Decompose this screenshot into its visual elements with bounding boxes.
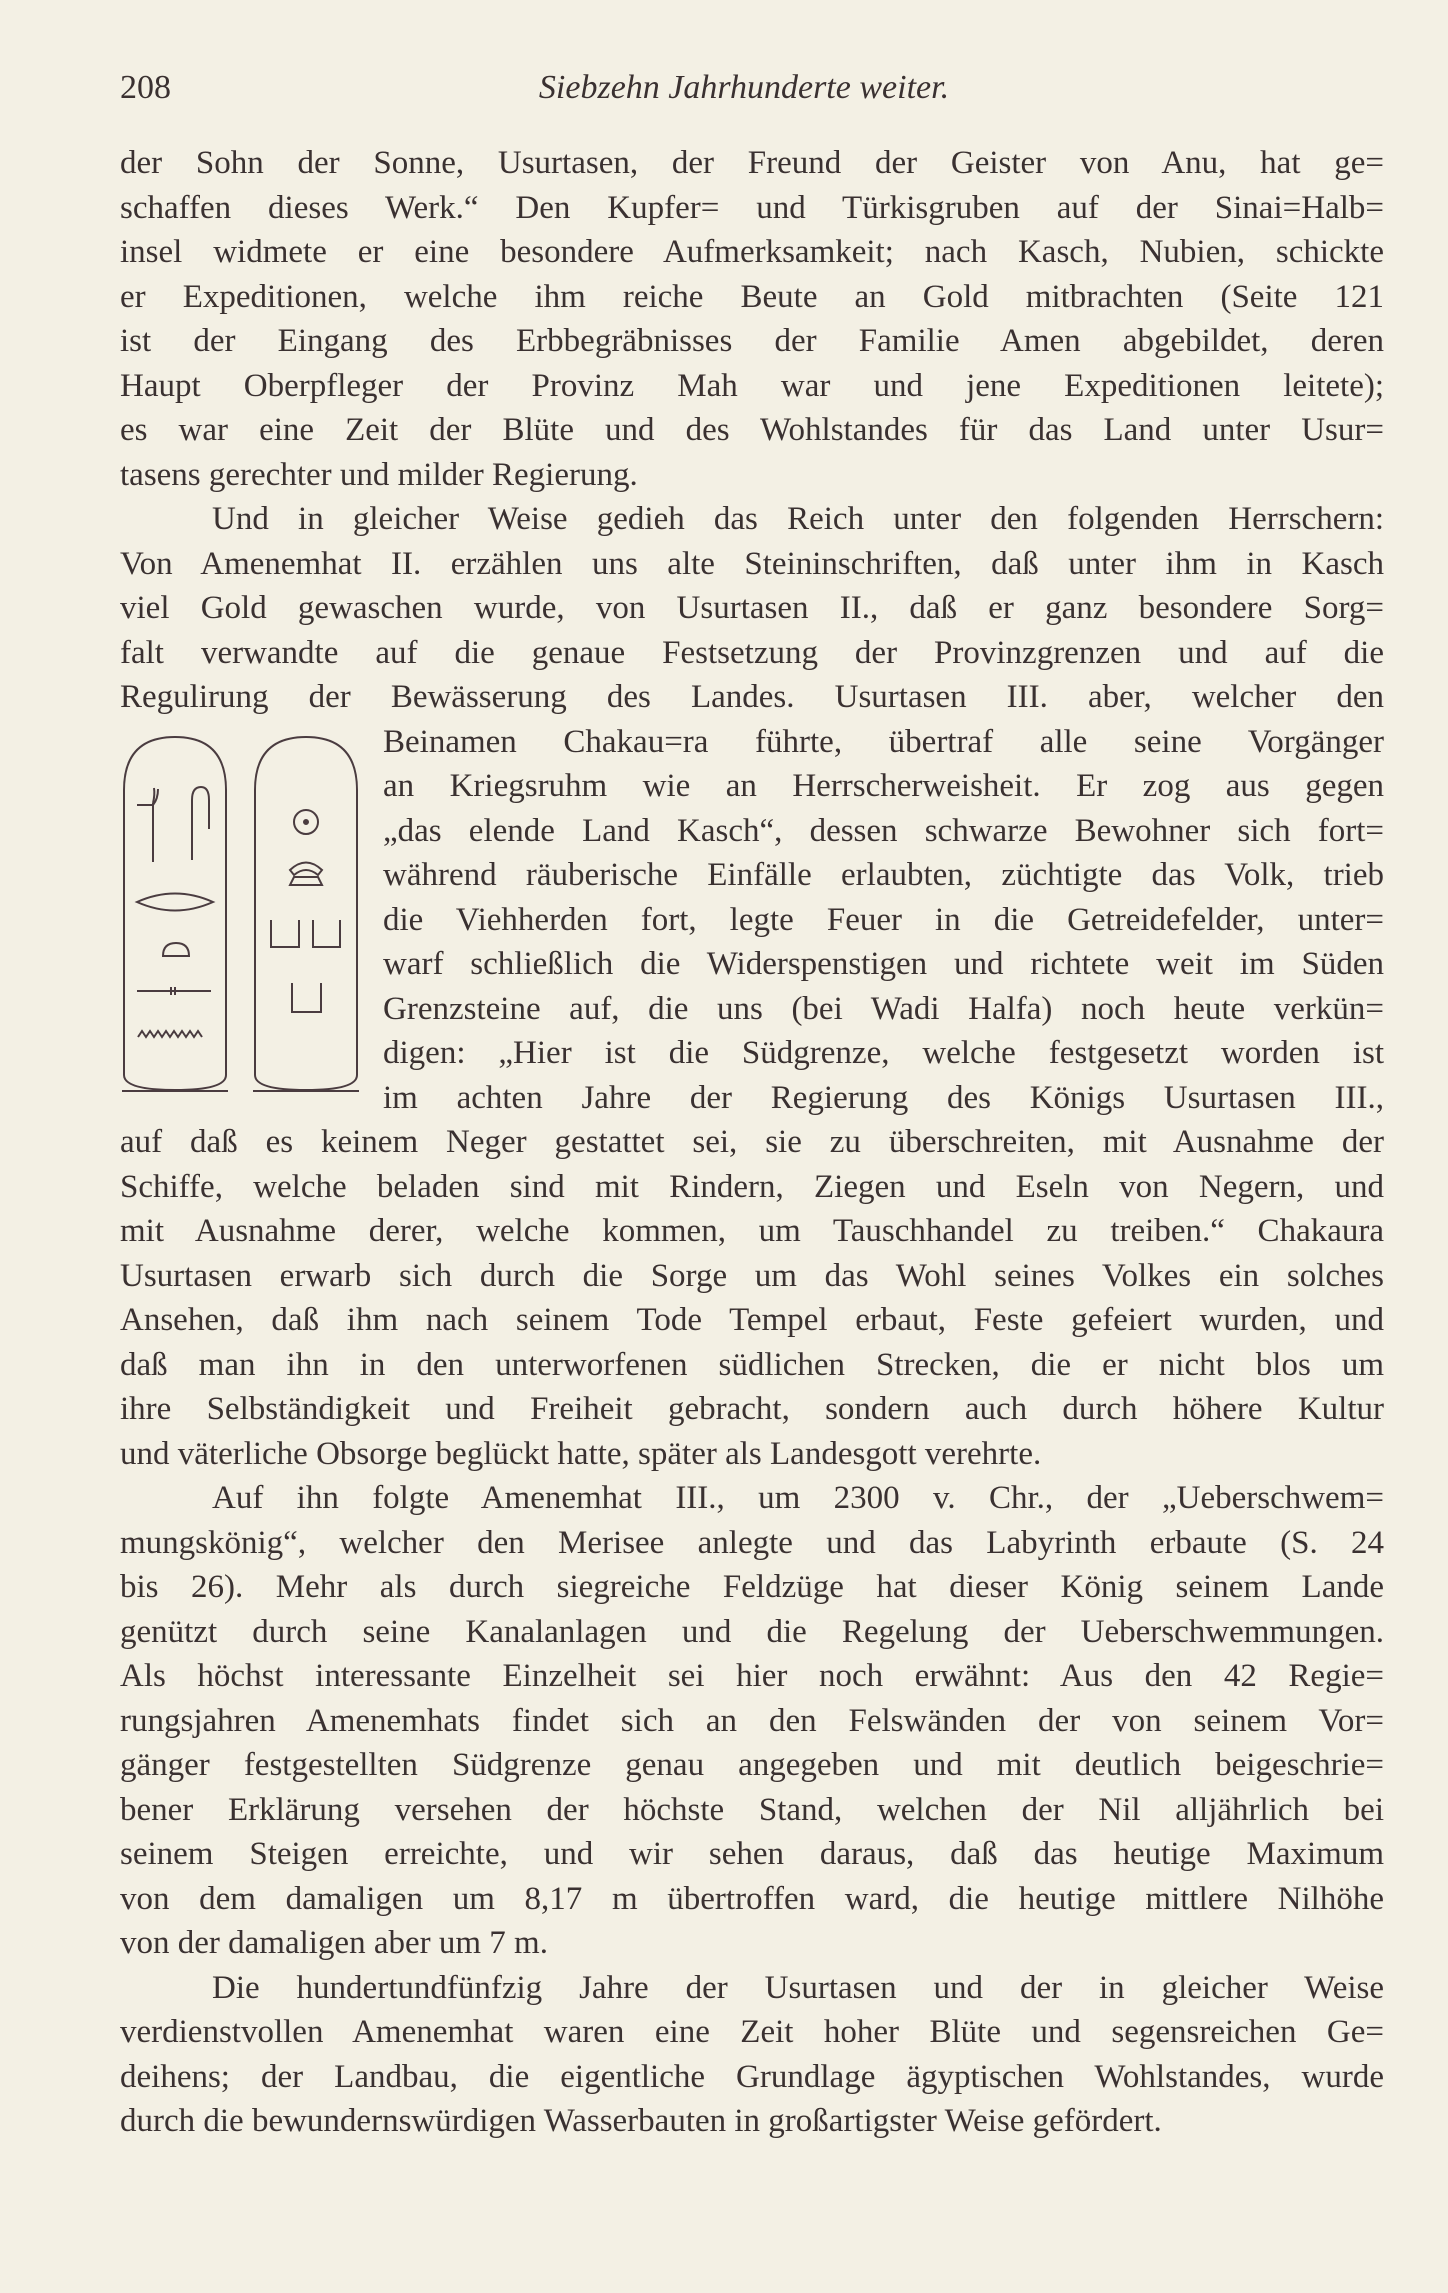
text-line: auf daß es keinem Neger gestattet sei, sie zu überschreiten, mit Ausnahme der bbox=[120, 1124, 1384, 1160]
text-line: Die hundertundfünfzig Jahre der Usurtasen und der in gleicher Weise bbox=[212, 1969, 1384, 2006]
text-line: Von Amenemhat II. erzählen uns alte Steininschriften, daß unter ihm in Kasch bbox=[120, 545, 1384, 582]
text-line: Als höchst interessante Einzelheit sei hier noch erwähnt: Aus den 42 Regie= bbox=[120, 1658, 1384, 1694]
text-line: genützt durch seine Kanalanlagen und die Regelung der Ueberschwemmungen. bbox=[120, 1613, 1384, 1650]
text-line: Haupt Oberpfleger der Provinz Mah war und jene Expeditionen leitete); bbox=[120, 367, 1384, 404]
text-line: im achten Jahre der Regierung des Königs Usurtasen III., bbox=[383, 1079, 1384, 1116]
page-number: 208 bbox=[120, 69, 171, 106]
text-line: verdienstvollen Amenemhat waren eine Zeit hoher Blüte und segensreichen Ge= bbox=[120, 2014, 1384, 2050]
text-line: tasens gerechter und milder Regierung. bbox=[120, 456, 638, 493]
text-line: falt verwandte auf die genaue Festsetzung der Provinzgrenzen und auf die bbox=[120, 634, 1384, 671]
text-line: Regulirung der Bewässerung des Landes. Usurtasen III. aber, welcher den bbox=[120, 679, 1384, 715]
text-line: es war eine Zeit der Blüte und des Wohlstandes für das Land unter Usur= bbox=[120, 412, 1384, 448]
text-line: mungskönig“, welcher den Merisee anlegte und das Labyrinth erbaute (S. 24 bbox=[120, 1524, 1384, 1561]
running-title: Siebzehn Jahrhunderte weiter. bbox=[538, 69, 950, 106]
text-line: ist der Eingang des Erbbegräbnisses der Familie Amen abgebildet, deren bbox=[120, 323, 1384, 359]
text-line: mit Ausnahme derer, welche kommen, um Tauschhandel zu treiben.“ Chakaura bbox=[120, 1213, 1384, 1249]
text-line: ihre Selbständigkeit und Freiheit gebracht, sondern auch durch höhere Kultur bbox=[120, 1391, 1384, 1427]
text-line: Und in gleicher Weise gedieh das Reich unter den folgenden Herrschern: bbox=[212, 501, 1384, 537]
text-line: Usurtasen erwarb sich durch die Sorge um das Wohl seines Volkes ein solches bbox=[120, 1257, 1384, 1294]
text-line: und väterliche Obsorge beglückt hatte, später als Landesgott verehrte. bbox=[120, 1435, 1042, 1472]
text-line: gänger festgestellten Südgrenze genau angegeben und mit deutlich beigeschrie= bbox=[120, 1747, 1384, 1783]
text-line: Auf ihn folgte Amenemhat III., um 2300 v. Chr., der „Ueberschwem= bbox=[212, 1480, 1384, 1516]
text-line: an Kriegsruhm wie an Herrscherweisheit. Er zog aus gegen bbox=[383, 768, 1384, 804]
body-text bbox=[120, 141, 1384, 2144]
text-line: der Sohn der Sonne, Usurtasen, der Freund der Geister von Anu, hat ge= bbox=[120, 145, 1384, 181]
text-line: „das elende Land Kasch“, dessen schwarze Bewohner sich fort= bbox=[383, 812, 1384, 849]
text-line: bis 26). Mehr als durch siegreiche Feldzüge hat dieser König seinem Lande bbox=[120, 1569, 1384, 1605]
text-line: Schiffe, welche beladen sind mit Rindern, Ziegen und Eseln von Negern, und bbox=[120, 1168, 1384, 1205]
text-line: von dem damaligen um 8,17 m übertroffen ward, die heutige mittlere Nilhöhe bbox=[120, 1880, 1384, 1917]
text-line: digen: „Hier ist die Südgrenze, welche festgesetzt worden ist bbox=[383, 1035, 1384, 1071]
text-line: durch die bewundernswürdigen Wasserbauten in großartigster Weise gefördert. bbox=[120, 2103, 1162, 2139]
text-line: seinem Steigen erreichte, und wir sehen daraus, daß das heutige Maximum bbox=[120, 1836, 1384, 1872]
text-line: Grenzsteine auf, die uns (bei Wadi Halfa) noch heute verkün= bbox=[383, 990, 1384, 1027]
text-line: viel Gold gewaschen wurde, von Usurtasen II., daß er ganz besondere Sorg= bbox=[120, 590, 1384, 626]
text-line: insel widmete er eine besondere Aufmerksamkeit; nach Kasch, Nubien, schickte bbox=[120, 234, 1384, 270]
text-line: warf schließlich die Widerspenstigen und richtete weit im Süden bbox=[383, 946, 1384, 982]
text-line: Ansehen, daß ihm nach seinem Tode Tempel erbaut, Feste gefeiert wurden, und bbox=[120, 1302, 1384, 1338]
text-line: rungsjahren Amenemhats findet sich an den Felswänden der von seinem Vor= bbox=[120, 1702, 1384, 1739]
text-line: die Viehherden fort, legte Feuer in die Getreidefelder, unter= bbox=[383, 901, 1384, 938]
text-line: Beinamen Chakau=ra führte, übertraf alle seine Vorgänger bbox=[383, 723, 1384, 760]
text-line: bener Erklärung versehen der höchste Stand, welchen der Nil alljährlich bei bbox=[120, 1791, 1384, 1828]
text-line: daß man ihn in den unterworfenen südlichen Strecken, die er nicht blos um bbox=[120, 1346, 1384, 1383]
text-line: während räuberische Einfälle erlaubten, züchtigte das Volk, trieb bbox=[383, 857, 1384, 893]
text-line: deihens; der Landbau, die eigentliche Grundlage ägyptischen Wohlstandes, wurde bbox=[120, 2058, 1384, 2095]
text-line: er Expeditionen, welche ihm reiche Beute an Gold mitbrachten (Seite 121 bbox=[120, 278, 1384, 315]
text-line: schaffen dieses Werk.“ Den Kupfer= und Türkisgruben auf der Sinai=Halb= bbox=[120, 189, 1384, 226]
text-line: von der damaligen aber um 7 m. bbox=[120, 1925, 548, 1961]
